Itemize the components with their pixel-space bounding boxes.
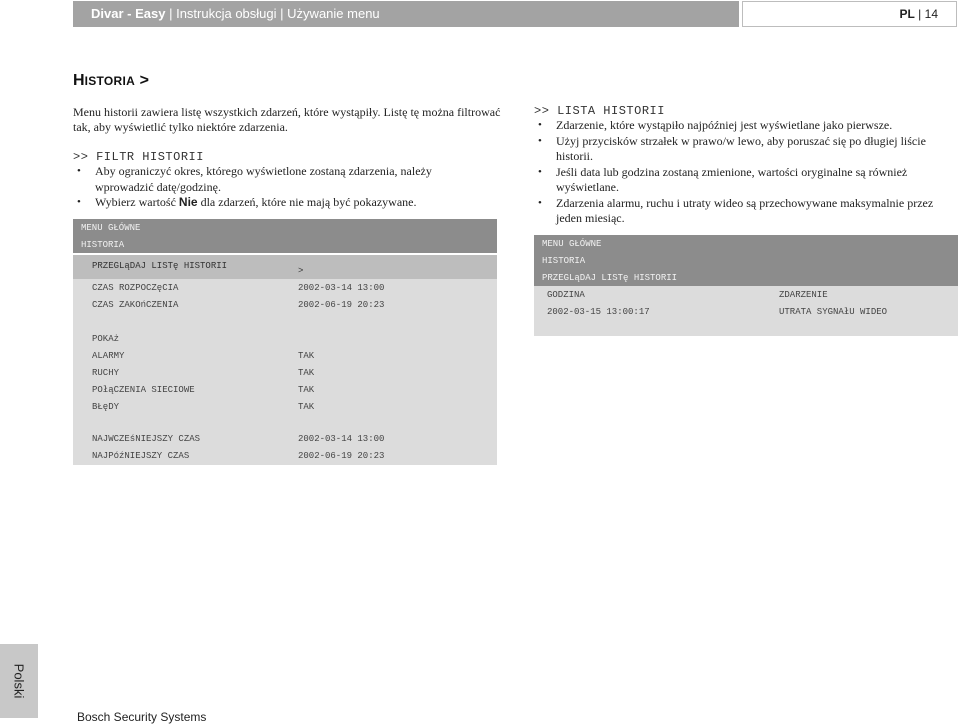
list-item: • Zdarzenie, które wystąpiło najpóźniej jest wyświetlane jako pierwsze. bbox=[534, 118, 954, 134]
filter-heading: >> FILTR HISTORII bbox=[73, 150, 204, 164]
screen-row-menu: MENU GŁÓWNE bbox=[73, 219, 497, 236]
screen-row-browse: PRZEGLąDAJ LISTę HISTORII > bbox=[73, 255, 497, 279]
breadcrumb-manual: Instrukcja obsługi bbox=[176, 6, 277, 21]
column-header-time: GODZINA bbox=[547, 290, 585, 300]
page-number-box bbox=[742, 1, 957, 27]
earliest-time-label: NAJWCZEśNIEJSZY CZAS bbox=[92, 434, 201, 444]
app-name: Divar - Easy bbox=[91, 6, 166, 21]
end-time-label: CZAS ZAKOńCZENIA bbox=[92, 300, 179, 310]
list-heading: >> LISTA HISTORII bbox=[534, 104, 665, 118]
header-separator: | bbox=[169, 6, 173, 21]
history-list-screen bbox=[534, 235, 958, 336]
list-item: • Jeśli data lub godzina zostaną zmienione, wartości oryginalne są również wyświetlane. bbox=[534, 165, 954, 196]
history-row-time: 2002-03-15 13:00:17 bbox=[547, 307, 650, 317]
list-item: • Użyj przycisków strzałek w prawo/w lewo, aby poruszać się po długiej liście historii. bbox=[534, 134, 954, 165]
language-side-tab bbox=[0, 644, 38, 718]
screen-row-history: HISTORIA bbox=[73, 236, 497, 253]
list-item: • Wybierz wartość Nie dla zdarzeń, które nie mają być pokazywane. bbox=[73, 195, 493, 211]
screen-row-menu: MENU GŁÓWNE bbox=[534, 235, 958, 252]
section-title: HISTORIA > bbox=[73, 72, 149, 89]
list-bullets bbox=[534, 118, 954, 227]
show-label: POKAż bbox=[92, 334, 120, 344]
errors-label: BŁęDY bbox=[92, 402, 120, 412]
network-label: POłąCZENIA SIECIOWE bbox=[92, 385, 195, 395]
language-label: Polski bbox=[11, 663, 27, 699]
filter-bullets bbox=[73, 164, 493, 211]
intro-paragraph: Menu historii zawiera listę wszystkich zdarzeń, które wystąpiły. Listę tę można filtrować tak, aby wyświetlić tylko niektóre zdarzenia. bbox=[73, 105, 501, 134]
footer-company: Bosch Security Systems bbox=[77, 710, 207, 724]
alarms-label: ALARMY bbox=[92, 351, 125, 361]
screen-row-history: HISTORIA bbox=[534, 252, 958, 269]
header-separator: | bbox=[918, 7, 922, 21]
column-header-event: ZDARZENIE bbox=[779, 290, 828, 300]
document-header-title bbox=[73, 1, 739, 27]
list-item: • Aby ograniczyć okres, którego wyświetlone zostaną zdarzenia, należy wprowadzić datę/godzinę. bbox=[73, 164, 493, 195]
page-number: 14 bbox=[924, 7, 938, 21]
alarms-value: TAK bbox=[298, 351, 315, 361]
latest-time-label: NAJPóźNIEJSZY CZAS bbox=[92, 451, 190, 461]
motion-value: TAK bbox=[298, 368, 315, 378]
history-filter-screen bbox=[73, 219, 497, 465]
network-value: TAK bbox=[298, 385, 315, 395]
history-table bbox=[534, 286, 958, 336]
language-code: PL bbox=[899, 7, 915, 21]
earliest-time-value: 2002-03-14 13:00 bbox=[298, 434, 385, 444]
screen-row-browse: PRZEGLąDAJ LISTę HISTORII bbox=[534, 269, 958, 286]
motion-label: RUCHY bbox=[92, 368, 120, 378]
header-separator: | bbox=[280, 6, 284, 21]
breadcrumb-using-menu: Używanie menu bbox=[287, 6, 380, 21]
errors-value: TAK bbox=[298, 402, 315, 412]
start-time-value: 2002-03-14 13:00 bbox=[298, 283, 385, 293]
latest-time-value: 2002-06-19 20:23 bbox=[298, 451, 385, 461]
end-time-value: 2002-06-19 20:23 bbox=[298, 300, 385, 310]
list-item: • Zdarzenia alarmu, ruchu i utraty wideo są przechowywane maksymalnie przez jeden miesiąc. bbox=[534, 196, 954, 227]
value-no: Nie bbox=[178, 195, 198, 209]
start-time-label: CZAS ROZPOCZęCIA bbox=[92, 283, 179, 293]
history-row-event: UTRATA SYGNAłU WIDEO bbox=[779, 307, 888, 317]
